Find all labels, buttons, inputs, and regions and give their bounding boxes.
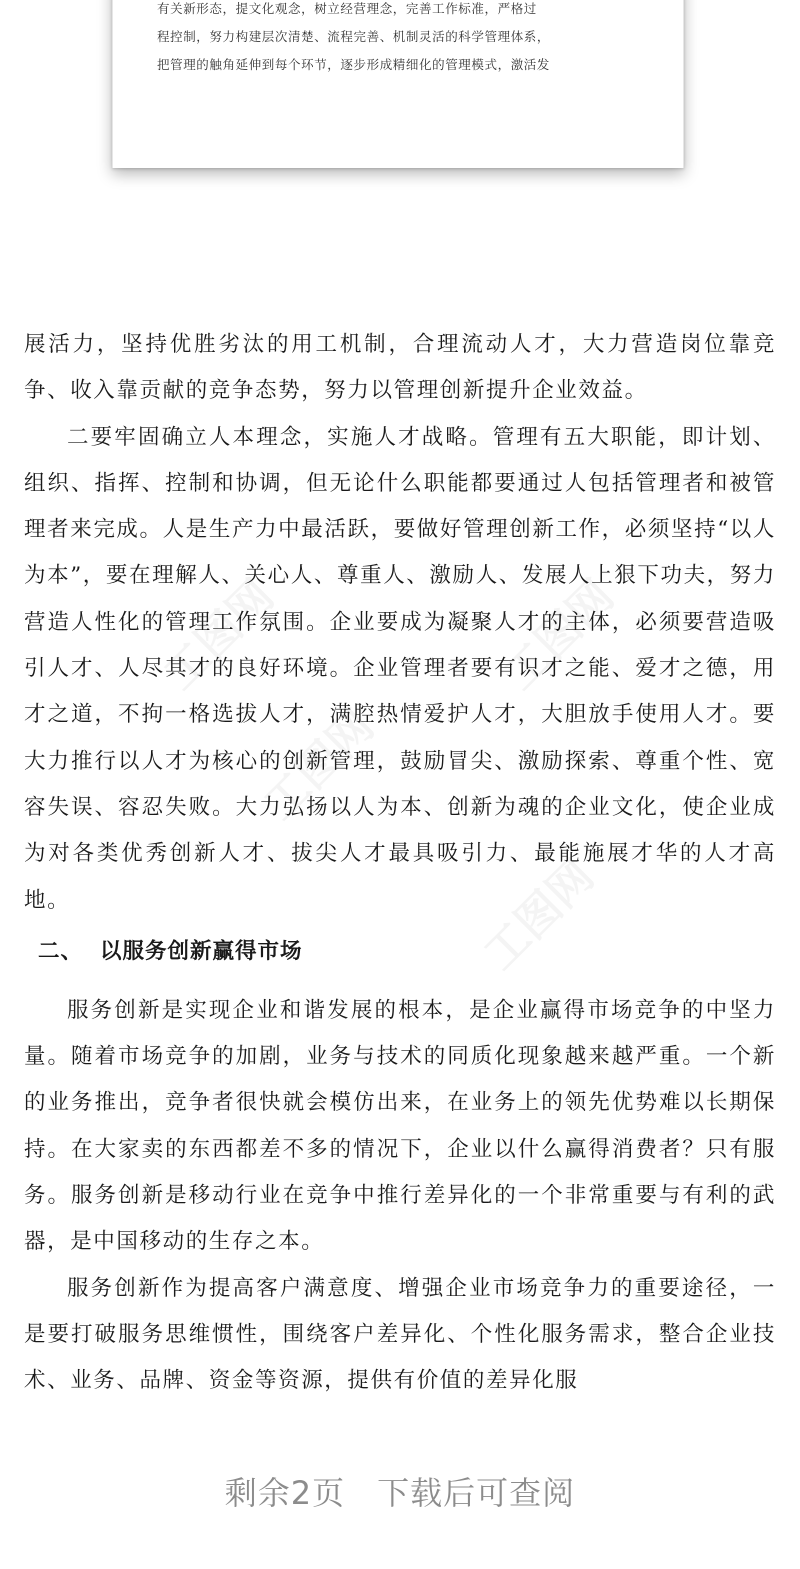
page-preview-text xyxy=(157,0,657,79)
paragraph: 服务创新作为提高客户满意度、增强企业市场竞争力的重要途径，一是要打破服务思维惯性，围绕客户差异化、个性化服务需求，整合企业技术、业务、品牌、资金等资源，提供有价值的差异化服 xyxy=(24,1275,776,1394)
preview-line: 有关新形态，提文化观念，树立经营理念，完善工作标准，严格过 xyxy=(157,1,537,16)
preview-line: 把管理的触角延伸到每个环节，逐步形成精细化的管理模式，激活发 xyxy=(157,57,551,72)
download-to-view-label[interactable]: 下载后可查阅 xyxy=(377,1474,576,1512)
document-body xyxy=(24,322,776,1405)
download-prompt[interactable] xyxy=(0,1468,800,1514)
paragraph: 二要牢固确立人本理念，实施人才战略。管理有五大职能，即计划、组织、指挥、控制和协调，但无论什么职能都要通过人包括管理者和被管理者来完成。人是生产力中最活跃，要做好管理创新工作，必须坚持“以人为本”，要在理解人、关心人、尊重人、激励人、发展人上狠下功夫，努力营造人性化的管理工作氛围。企业要成为凝聚人才的主体，必须要营造吸引人才、人尽其才的良好环境。企业管理者要有识才之能、爱才之德，用才之道，不拘一格选拔人才，满腔热情爱护人才，大胆放手使用人才。要大力推行以人才为核心的创新管理，鼓励冒尖、激励探索、尊重个性、宽容失误、容忍失败。大力弘扬以人为本、创新为魂的企业文化，使企业成为对各类优秀创新人才、拔尖人才最具吸引力、最能施展才华的人才高地。 xyxy=(24,424,776,913)
section-heading-number: 二、 xyxy=(38,938,84,964)
remaining-pages-label: 剩余2页 xyxy=(224,1474,346,1512)
paragraph: 展活力，坚持优胜劣汰的用工机制，合理流动人才，大力营造岗位靠竞争、收入靠贡献的竞争态势，努力以管理创新提升企业效益。 xyxy=(24,332,776,404)
section-heading xyxy=(24,924,776,980)
preview-line: 程控制，努力构建层次清楚、流程完善、机制灵活的科学管理体系， xyxy=(157,29,551,44)
section-heading-text: 以服务创新赢得市场 xyxy=(100,938,303,964)
paragraph: 服务创新是实现企业和谐发展的根本，是企业赢得市场竞争的中坚力量。随着市场竞争的加剧，业务与技术的同质化现象越来越严重。一个新的业务推出，竞争者很快就会模仿出来，在业务上的领先优势难以长期保持。在大家卖的东西都差不多的情况下，企业以什么赢得消费者？只有服务。服务创新是移动行业在竞争中推行差异化的一个非常重要与有利的武器，是中国移动的生存之本。 xyxy=(24,997,776,1255)
page-preview-card xyxy=(112,0,684,168)
